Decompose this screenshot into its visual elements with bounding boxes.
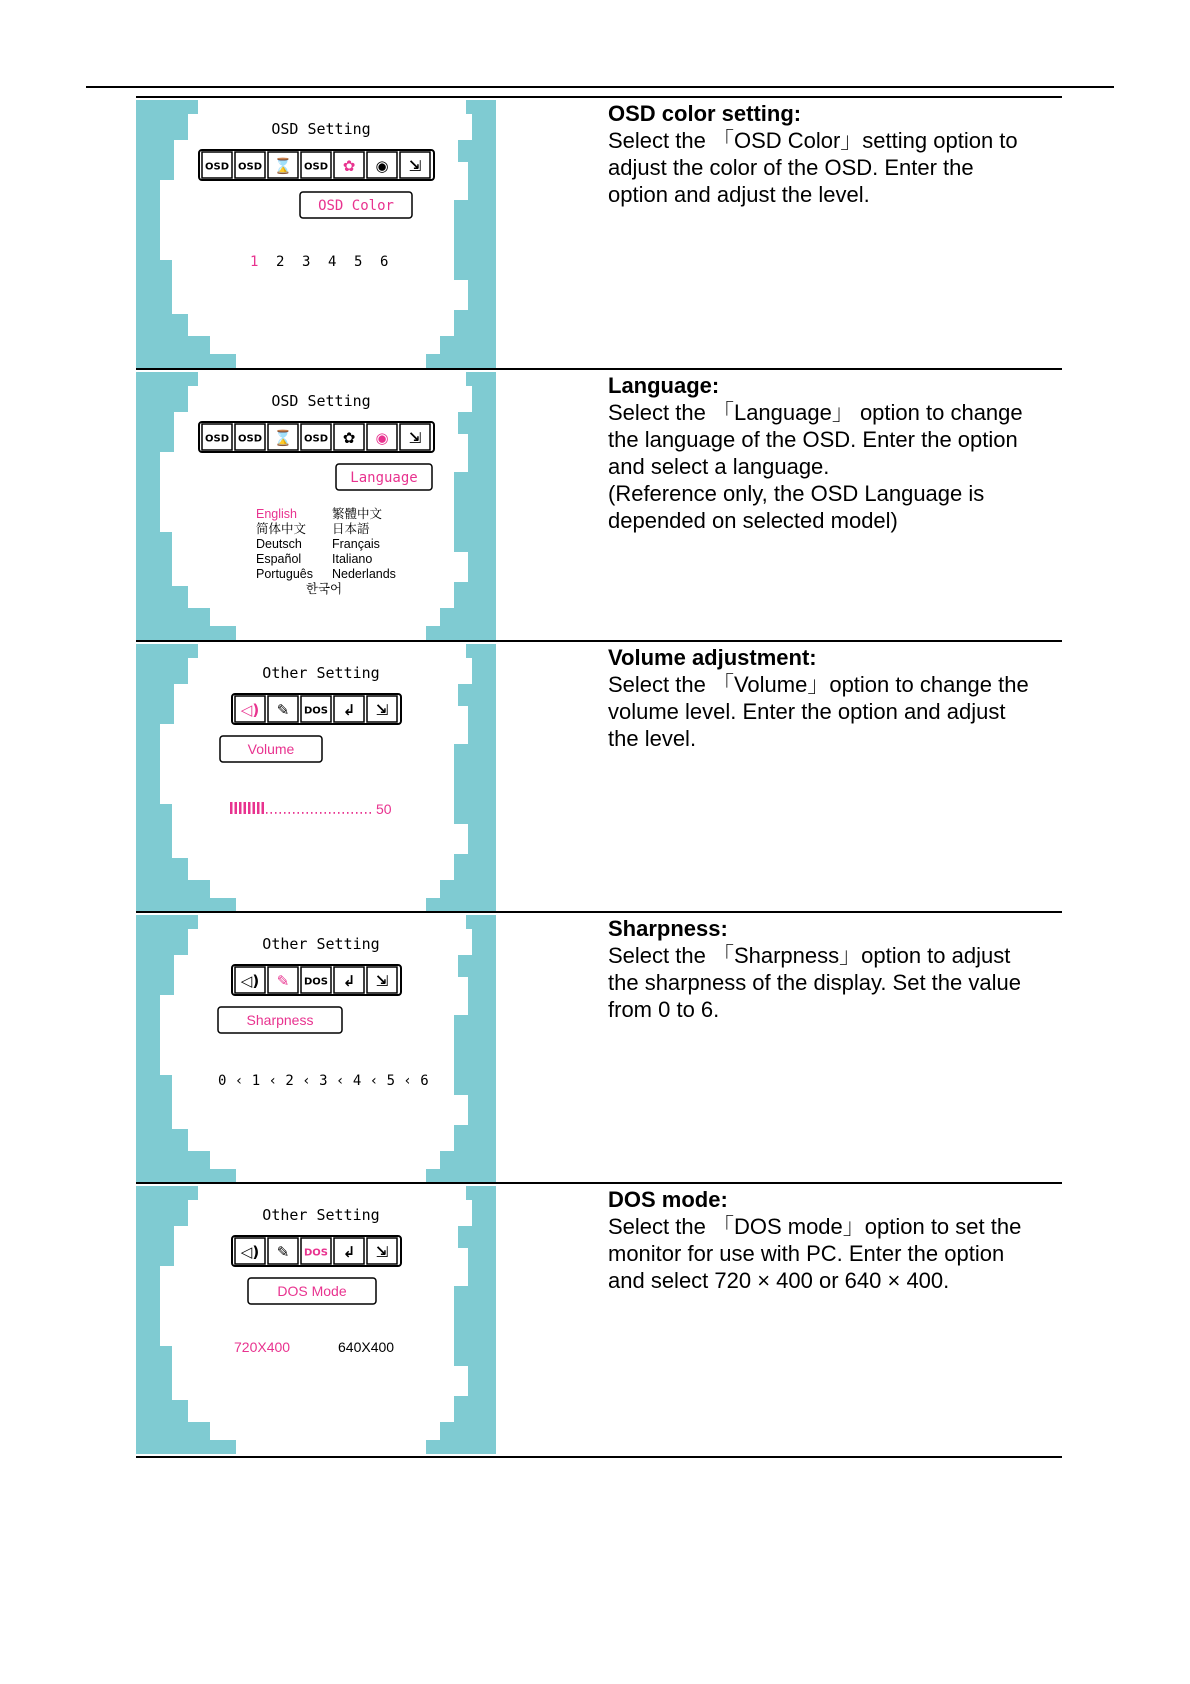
level-option: 4 (328, 254, 337, 270)
language-option: Italiano (332, 552, 373, 566)
volume-bar-dot (316, 812, 318, 814)
icon-glyph: DOS (303, 705, 329, 717)
icon-glyph: ✎ (276, 1243, 290, 1261)
option-label: OSD Color (318, 198, 394, 214)
volume-bar-segment (257, 802, 260, 814)
exit-icon (367, 1238, 397, 1264)
language-option: Nederlands (332, 567, 396, 581)
dos-mode-icon (301, 967, 331, 993)
volume-bar-dot (271, 812, 273, 814)
exit-icon (400, 424, 430, 450)
osd-screenshot (136, 644, 496, 912)
language-option: Français (332, 537, 380, 551)
volume-bar-dot (334, 812, 336, 814)
exit-icon (367, 696, 397, 722)
description-line: Select the 「DOS mode」option to set the (608, 1214, 1022, 1239)
menu-title: Other Setting (262, 1206, 380, 1224)
volume-bar-segment (239, 802, 242, 814)
sharpness-icon (268, 696, 298, 722)
description-line: depended on selected model) (608, 508, 898, 533)
volume-bar-dot (343, 812, 345, 814)
language-option: 繁體中文 (332, 507, 383, 521)
icon-glyph: OSD (237, 433, 263, 445)
screen-panel (160, 644, 472, 912)
dos-mode-icon (301, 1238, 331, 1264)
dos-mode-icon (301, 696, 331, 722)
section-description (608, 915, 1062, 1023)
sharpness-icon (268, 967, 298, 993)
volume-bar-dot (307, 812, 309, 814)
exit-icon (367, 967, 397, 993)
volume-bar-dot (365, 812, 367, 814)
osd-vertical-icon (235, 424, 265, 450)
volume-bar-dot (311, 812, 313, 814)
description-line: the level. (608, 726, 697, 751)
osd-illustration (136, 915, 496, 1183)
dos-mode-option: 640X400 (338, 1339, 395, 1355)
color-palette-icon (334, 424, 364, 450)
section-heading: DOS mode: (608, 1187, 728, 1212)
icon-glyph: ◉ (375, 157, 389, 175)
menu-title: OSD Setting (271, 392, 371, 410)
description-line: Select the 「OSD Color」setting option to (608, 128, 1018, 153)
icon-glyph: ✿ (342, 429, 356, 447)
icon-glyph: OSD (204, 161, 230, 173)
icon-glyph: ⇲ (375, 1243, 389, 1261)
timer-icon (268, 424, 298, 450)
language-option: Español (256, 552, 302, 566)
level-option: 6 (380, 254, 389, 270)
icon-glyph: OSD (204, 433, 230, 445)
section-volume (136, 640, 1062, 914)
icon-glyph: DOS (303, 976, 329, 988)
volume-bar-dot (329, 812, 331, 814)
description-line: and select a language. (608, 454, 830, 479)
icon-glyph: ✎ (276, 701, 290, 719)
description-line: Select the 「Volume」option to change the (608, 672, 1029, 697)
icon-glyph: ◉ (375, 429, 389, 447)
description-line: from 0 to 6. (608, 997, 720, 1022)
screen-panel (160, 915, 472, 1183)
level-option: 1 (250, 254, 259, 270)
icon-glyph: ◁) (240, 972, 260, 990)
icon-glyph: ✿ (342, 157, 356, 175)
section-heading: Sharpness: (608, 916, 728, 941)
option-label: Language (350, 470, 418, 486)
description-line: the language of the OSD. Enter the option (608, 427, 1018, 452)
volume-bar-dot (275, 812, 277, 814)
icon-glyph: ⇲ (375, 701, 389, 719)
volume-bar-dot (361, 812, 363, 814)
volume-bar-segment (230, 802, 233, 814)
volume-bar-dot (338, 812, 340, 814)
osd-illustration (136, 644, 496, 912)
option-label: Volume (247, 741, 295, 757)
volume-value: 50 (376, 801, 392, 817)
description-line: Select the 「Sharpness」option to adjust (608, 943, 1011, 968)
speaker-icon (235, 967, 265, 993)
section-language (136, 368, 1062, 642)
osd-transparency-icon (301, 424, 331, 450)
osd-screenshot (136, 1186, 496, 1454)
section-heading: OSD color setting: (608, 101, 802, 126)
section-heading: Language: (608, 373, 720, 398)
volume-bar-segment (235, 802, 238, 814)
osd-illustration (136, 100, 496, 368)
volume-bar-dot (356, 812, 358, 814)
icon-glyph: OSD (303, 433, 329, 445)
icon-glyph: ⌛ (273, 157, 293, 175)
icon-glyph: ⇲ (375, 972, 389, 990)
icon-glyph: DOS (303, 1247, 329, 1259)
description-line: Select the 「Language」 option to change (608, 400, 1023, 425)
dos-mode-option: 720X400 (234, 1339, 291, 1355)
menu-title: Other Setting (262, 664, 380, 682)
volume-bar-dot (293, 812, 295, 814)
volume-bar-dot (370, 812, 372, 814)
language-option: 简体中文 (256, 522, 307, 536)
icon-glyph: ⇲ (408, 157, 422, 175)
sharpness-scale: 0 ‹ 1 ‹ 2 ‹ 3 ‹ 4 ‹ 5 ‹ 6 (218, 1073, 429, 1089)
speaker-icon (235, 696, 265, 722)
section-dos-mode (136, 1182, 1062, 1458)
icon-glyph: OSD (303, 161, 329, 173)
osd-illustration (136, 372, 496, 640)
globe-icon (367, 152, 397, 178)
section-sharpness (136, 911, 1062, 1185)
timer-icon (268, 152, 298, 178)
level-option: 3 (302, 254, 311, 270)
language-option: English (256, 507, 297, 521)
section-description (608, 1186, 1062, 1294)
language-option: Português (256, 567, 313, 581)
section-description (608, 644, 1062, 752)
volume-bar-dot (289, 812, 291, 814)
volume-bar-segment (262, 802, 265, 814)
volume-bar-dot (284, 812, 286, 814)
icon-glyph: ↲ (342, 972, 356, 990)
icon-glyph: ◁) (240, 701, 260, 719)
option-label: DOS Mode (277, 1283, 347, 1299)
speaker-icon (235, 1238, 265, 1264)
return-icon (334, 1238, 364, 1264)
color-palette-icon (334, 152, 364, 178)
volume-bar-dot (302, 812, 304, 814)
option-label: Sharpness (246, 1012, 314, 1028)
return-icon (334, 967, 364, 993)
description-line: the sharpness of the display. Set the value (608, 970, 1021, 995)
screen-panel (160, 100, 472, 368)
language-option: 日本語 (332, 522, 370, 536)
volume-bar-dot (266, 812, 268, 814)
description-line: (Reference only, the OSD Language is (608, 481, 985, 506)
osd-screenshot (136, 372, 496, 640)
screen-panel (160, 372, 472, 640)
section-description (608, 372, 1062, 534)
return-icon (334, 696, 364, 722)
icon-glyph: ↲ (342, 701, 356, 719)
exit-icon (400, 152, 430, 178)
icon-glyph: ⇲ (408, 429, 422, 447)
osd-illustration (136, 1186, 496, 1454)
level-option: 2 (276, 254, 285, 270)
description-line: adjust the color of the OSD. Enter the (608, 155, 974, 180)
volume-bar-dot (280, 812, 282, 814)
description-line: and select 720 × 400 or 640 × 400. (608, 1268, 950, 1293)
description-line: volume level. Enter the option and adjust (608, 699, 1006, 724)
volume-bar-dot (320, 812, 322, 814)
icon-glyph: ⌛ (273, 429, 293, 447)
volume-bar-dot (347, 812, 349, 814)
volume-bar-segment (248, 802, 251, 814)
menu-title: OSD Setting (271, 120, 371, 138)
volume-bar-dot (325, 812, 327, 814)
section-heading: Volume adjustment: (608, 645, 817, 670)
section-osd-color (136, 96, 1062, 370)
volume-bar-dot (298, 812, 300, 814)
globe-icon (367, 424, 397, 450)
screen-panel (160, 1186, 472, 1454)
osd-transparency-icon (301, 152, 331, 178)
osd-position-icon (202, 424, 232, 450)
icon-glyph: ↲ (342, 1243, 356, 1261)
language-option: 한국어 (305, 581, 343, 596)
sharpness-icon (268, 1238, 298, 1264)
menu-title: Other Setting (262, 935, 380, 953)
icon-glyph: ◁) (240, 1243, 260, 1261)
osd-screenshot (136, 100, 496, 368)
top-rule (86, 86, 1114, 88)
language-option: Deutsch (256, 537, 302, 551)
level-option: 5 (354, 254, 363, 270)
icon-glyph: ✎ (276, 972, 290, 990)
volume-bar-segment (253, 802, 256, 814)
volume-bar-segment (244, 802, 247, 814)
osd-vertical-icon (235, 152, 265, 178)
icon-glyph: OSD (237, 161, 263, 173)
description-line: monitor for use with PC. Enter the option (608, 1241, 1005, 1266)
osd-position-icon (202, 152, 232, 178)
volume-bar-dot (352, 812, 354, 814)
osd-screenshot (136, 915, 496, 1183)
section-description (608, 100, 1062, 208)
description-line: option and adjust the level. (608, 182, 870, 207)
